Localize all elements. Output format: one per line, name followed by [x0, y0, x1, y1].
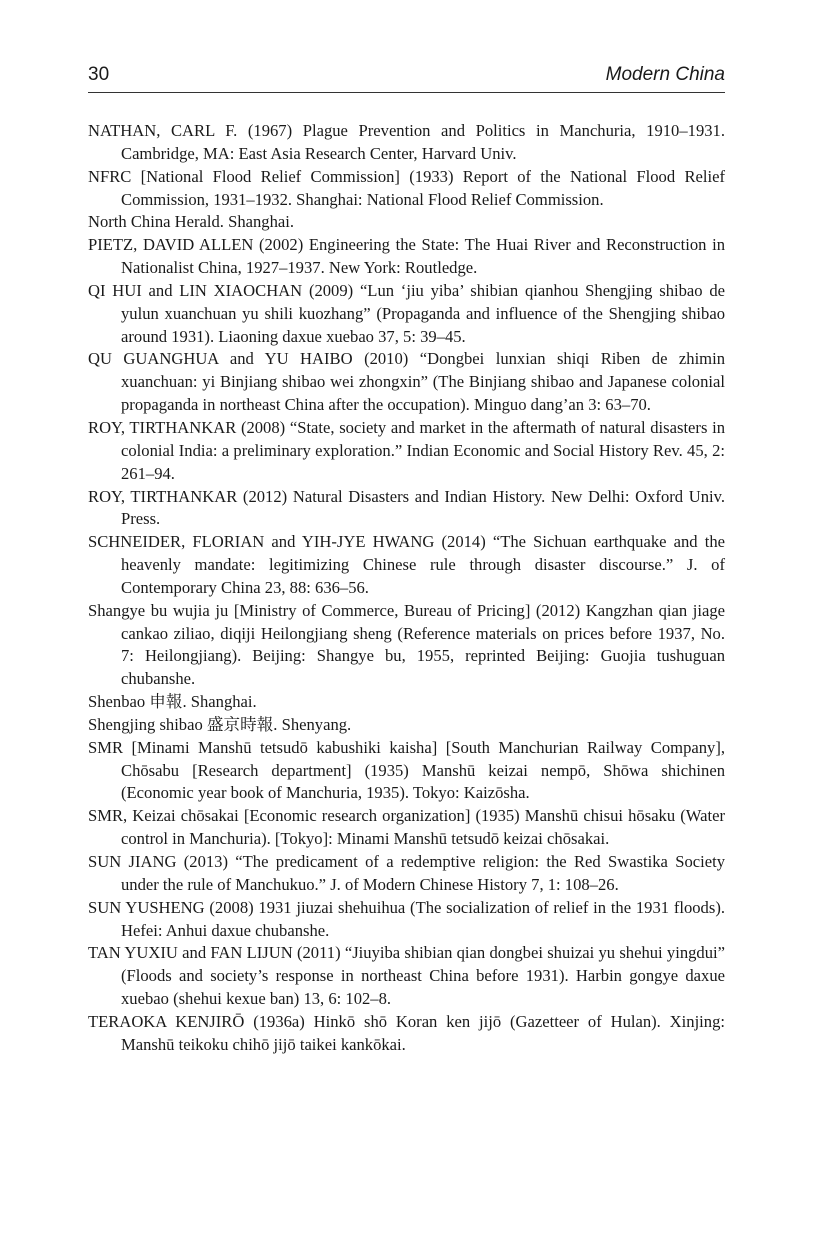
reference-entry: QI HUI and LIN XIAOCHAN (2009) “Lun ‘jiu yiba’ shibian qianhou Shengjing shibao de yulun xuanchuan yu shili kuozhang” (Propaganda and influence of the Shengjing shibao around 1931). Liaoning daxue xuebao 37, 5: 39–45.	[88, 280, 725, 346]
reference-entry: North China Herald. Shanghai.	[88, 212, 294, 232]
reference-entry: TAN YUXIU and FAN LIJUN (2011) “Jiuyiba shibian qian dongbei shuizai yu shehui yingdui” (Floods and society’s response in northeast China before 1931). Harbin gongye daxue xuebao (shehui kexue ban) 13, 6: 102–8.	[88, 943, 725, 1009]
reference-entry: SMR, Keizai chōsakai [Economic research organization] (1935) Manshū chisui hōsaku (Water control in Manchuria). [Tokyo]: Minami Manshū tetsudō keizai chōsakai.	[88, 806, 725, 849]
reference-entry: ROY, TIRTHANKAR (2012) Natural Disasters and Indian History. New Delhi: Oxford Univ. Press.	[88, 486, 725, 529]
reference-entry: SCHNEIDER, FLORIAN and YIH-JYE HWANG (2014) “The Sichuan earthquake and the heavenly mandate: legitimizing Chinese rule through disaster discourse.” J. of Contemporary China 23, 88: 636–56.	[88, 532, 725, 597]
reference-entry: TERAOKA KENJIRŌ (1936a) Hinkō shō Koran ken jijō (Gazetteer of Hulan). Xinjing: Manshū teikoku chihō jijō taikei kankōkai.	[88, 1011, 725, 1054]
reference-entry: SMR [Minami Manshū tetsudō kabushiki kaisha] [South Manchurian Railway Company], Chōsabu [Research department] (1935) Manshū keizai nempō, Shōwa shichinen (Economic year book of Manchuria, 1935). Tokyo: Kaizōsha.	[88, 737, 725, 803]
reference-entry: SUN YUSHENG (2008) 1931 jiuzai shehuihua (The socialization of relief in the 1931 floods). Hefei: Anhui daxue chubanshe.	[88, 897, 725, 940]
journal-title: Modern China	[605, 64, 725, 85]
reference-entry: NFRC [National Flood Relief Commission] (1933) Report of the National Flood Relief Commission, 1931–1932. Shanghai: National Flood Relief Commission.	[88, 166, 725, 209]
reference-entry: ROY, TIRTHANKAR (2008) “State, society and market in the aftermath of natural disasters in colonial India: a preliminary exploration.” Indian Economic and Social History Rev. 45, 2: 261–94.	[88, 417, 725, 483]
reference-list	[88, 120, 725, 1057]
reference-entry: QU GUANGHUA and YU HAIBO (2010) “Dongbei lunxian shiqi Riben de zhimin xuanchuan: yi Binjiang shibao wei zhongxin” (The Binjiang shibao and Japanese colonial propaganda in northeast China after the occupation). Minguo dang’an 3: 63–70.	[88, 349, 725, 415]
reference-entry: SUN JIANG (2013) “The predicament of a redemptive religion: the Red Swastika Society under the rule of Manchukuo.” J. of Modern Chinese History 7, 1: 108–26.	[88, 852, 725, 894]
reference-entry: NATHAN, CARL F. (1967) Plague Prevention and Politics in Manchuria, 1910–1931. Cambridge, MA: East Asia Research Center, Harvard Univ.	[88, 121, 725, 163]
running-header	[88, 62, 725, 93]
reference-entry: Shangye bu wujia ju [Ministry of Commerce, Bureau of Pricing] (2012) Kangzhan qian jiage cankao ziliao, diqiji Heilongjiang sheng (Reference materials on prices before 1937, No. 7: Heilongjiang). Beijing: Shangye bu, 1955, reprinted Beijing: Guojia tushuguan chubanshe.	[88, 600, 725, 689]
reference-entry: Shengjing shibao 盛京時報. Shenyang.	[88, 714, 352, 734]
reference-entry: PIETZ, DAVID ALLEN (2002) Engineering the State: The Huai River and Reconstruction in Nationalist China, 1927–1937. New York: Routledge.	[88, 235, 725, 278]
page-number: 30	[88, 64, 110, 85]
reference-entry: Shenbao 申報. Shanghai.	[88, 692, 257, 712]
